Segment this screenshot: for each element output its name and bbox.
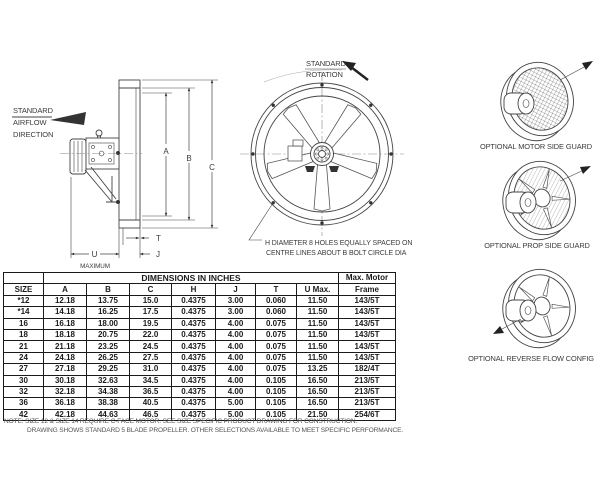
cell-h: 0.4375 xyxy=(172,307,216,318)
cell-a: 32.18 xyxy=(44,386,87,397)
cell-size: 42 xyxy=(4,409,44,420)
cell-c: 17.5 xyxy=(130,307,172,318)
cell-c: 40.5 xyxy=(130,398,172,409)
table-row xyxy=(4,341,396,352)
airflow-label-line3: DIRECTION xyxy=(13,130,54,139)
header-empty-cell xyxy=(4,273,44,284)
option-label-motor-side-guard: OPTIONAL MOTOR SIDE GUARD xyxy=(479,142,593,151)
cell-frame: 254/6T xyxy=(339,409,396,420)
cell-h: 0.4375 xyxy=(172,329,216,340)
cell-t: 0.075 xyxy=(256,318,297,329)
cell-c: 24.5 xyxy=(130,341,172,352)
cell-b: 32.63 xyxy=(87,375,130,386)
dimensions-table-body xyxy=(4,295,396,420)
cell-u: 11.50 xyxy=(297,318,339,329)
cell-h: 0.4375 xyxy=(172,364,216,375)
standard-rotation-annotation xyxy=(264,59,368,82)
cell-t: 0.105 xyxy=(256,375,297,386)
header-motor-line1: Max. Motor xyxy=(339,273,396,284)
cell-c: 15.0 xyxy=(130,295,172,306)
cell-frame: 143/5T xyxy=(339,352,396,363)
cell-t: 0.075 xyxy=(256,341,297,352)
dimension-j xyxy=(140,250,160,259)
table-row xyxy=(4,398,396,409)
cell-u: 13.25 xyxy=(297,364,339,375)
motor-side-view xyxy=(70,138,120,204)
cell-size: 18 xyxy=(4,329,44,340)
cell-j: 4.00 xyxy=(216,352,256,363)
dimension-c xyxy=(142,80,218,228)
cell-h: 0.4375 xyxy=(172,398,216,409)
cell-frame: 143/5T xyxy=(339,295,396,306)
cell-t: 0.060 xyxy=(256,295,297,306)
cell-size: 24 xyxy=(4,352,44,363)
rotation-label-line2: ROTATION xyxy=(306,70,343,79)
cell-u: 11.50 xyxy=(297,329,339,340)
cell-size: 36 xyxy=(4,398,44,409)
cell-t: 0.060 xyxy=(256,307,297,318)
dim-label-u: U xyxy=(91,250,98,259)
dimensions-table-container xyxy=(3,272,396,421)
cell-h: 0.4375 xyxy=(172,352,216,363)
cell-frame: 143/5T xyxy=(339,318,396,329)
cell-a: 42.18 xyxy=(44,409,87,420)
cell-a: 18.18 xyxy=(44,329,87,340)
footnote-line2: DRAWING SHOWS STANDARD 5 BLADE PROPELLER. OTHER SELECTIONS AVAILABLE TO MEET SPECIFIC PERFORMANCE. xyxy=(27,426,404,434)
fan-hub xyxy=(311,143,334,166)
cell-frame: 213/5T xyxy=(339,398,396,409)
cell-a: 36.18 xyxy=(44,398,87,409)
cell-size: 16 xyxy=(4,318,44,329)
cell-size: 30 xyxy=(4,375,44,386)
cell-j: 4.00 xyxy=(216,386,256,397)
cell-a: 21.18 xyxy=(44,341,87,352)
cell-h: 0.4375 xyxy=(172,295,216,306)
dim-label-c: C xyxy=(209,163,215,172)
cell-b: 16.25 xyxy=(87,307,130,318)
header-c: C xyxy=(130,284,172,295)
airflow-direction-arrow xyxy=(50,112,86,125)
cell-a: 14.18 xyxy=(44,307,87,318)
cell-size: 27 xyxy=(4,364,44,375)
cell-b: 29.25 xyxy=(87,364,130,375)
cell-u: 11.50 xyxy=(297,295,339,306)
cell-c: 19.5 xyxy=(130,318,172,329)
cell-c: 22.0 xyxy=(130,329,172,340)
dimension-t xyxy=(126,234,161,243)
cell-c: 46.5 xyxy=(130,409,172,420)
cell-j: 3.00 xyxy=(216,295,256,306)
airflow-arrow-2 xyxy=(580,166,591,174)
cell-b: 38.38 xyxy=(87,398,130,409)
option-prop-side-guard xyxy=(484,153,591,250)
footnote-line1: NOTE: SIZE 12 & SIZE 14 REQUIRE C-FACE MOTOR. SEE SIZE SPECIFIC PRODUCT DRAWING FOR CONSTRUCTION. xyxy=(4,418,358,425)
cell-a: 12.18 xyxy=(44,295,87,306)
table-row xyxy=(4,386,396,397)
cell-b: 44.63 xyxy=(87,409,130,420)
cell-size: *14 xyxy=(4,307,44,318)
cell-h: 0.4375 xyxy=(172,375,216,386)
dimension-a xyxy=(142,93,172,216)
table-row xyxy=(4,364,396,375)
airflow-label-line2: AIRFLOW xyxy=(13,118,47,127)
cell-a: 30.18 xyxy=(44,375,87,386)
dim-label-b: B xyxy=(186,154,192,163)
cell-size: 21 xyxy=(4,341,44,352)
cell-frame: 143/5T xyxy=(339,329,396,340)
header-motor-line2: Frame xyxy=(339,284,396,295)
table-row xyxy=(4,318,396,329)
cell-u: 11.50 xyxy=(297,307,339,318)
table-header-row-1 xyxy=(4,273,396,284)
cell-j: 4.00 xyxy=(216,329,256,340)
dim-label-j: J xyxy=(156,250,160,259)
motor-cylinder xyxy=(506,192,536,213)
cell-t: 0.105 xyxy=(256,386,297,397)
cell-size: 32 xyxy=(4,386,44,397)
cell-a: 16.18 xyxy=(44,318,87,329)
cell-u: 11.50 xyxy=(297,352,339,363)
cell-a: 24.18 xyxy=(44,352,87,363)
table-row xyxy=(4,307,396,318)
cell-b: 34.38 xyxy=(87,386,130,397)
cell-t: 0.105 xyxy=(256,409,297,420)
maximum-label: MAXIMUM xyxy=(80,263,110,270)
cell-u: 16.50 xyxy=(297,398,339,409)
cell-c: 31.0 xyxy=(130,364,172,375)
table-title: DIMENSIONS IN INCHES xyxy=(44,273,339,284)
airflow-label-line1: STANDARD xyxy=(13,106,53,115)
dim-label-a: A xyxy=(163,147,169,156)
cell-b: 26.25 xyxy=(87,352,130,363)
cell-t: 0.105 xyxy=(256,398,297,409)
header-u-max: U Max. xyxy=(297,284,339,295)
cell-t: 0.075 xyxy=(256,364,297,375)
header-h: H xyxy=(172,284,216,295)
header-j: J xyxy=(216,284,256,295)
cell-j: 5.00 xyxy=(216,398,256,409)
cell-frame: 213/5T xyxy=(339,375,396,386)
dim-label-t: T xyxy=(156,234,161,243)
cell-u: 21.50 xyxy=(297,409,339,420)
cell-u: 16.50 xyxy=(297,386,339,397)
cell-c: 27.5 xyxy=(130,352,172,363)
cell-frame: 213/5T xyxy=(339,386,396,397)
cell-frame: 182/4T xyxy=(339,364,396,375)
table-header-row-2 xyxy=(4,284,396,295)
cell-j: 4.00 xyxy=(216,375,256,386)
cell-a: 27.18 xyxy=(44,364,87,375)
cell-j: 3.00 xyxy=(216,307,256,318)
cell-c: 34.5 xyxy=(130,375,172,386)
dimensions-table xyxy=(3,272,396,421)
header-t: T xyxy=(256,284,297,295)
cell-j: 4.00 xyxy=(216,318,256,329)
airflow-arrow-3 xyxy=(493,326,504,334)
option-motor-side-guard xyxy=(480,54,593,151)
cell-j: 4.00 xyxy=(216,364,256,375)
cell-t: 0.075 xyxy=(256,329,297,340)
side-view-drawing xyxy=(12,80,218,270)
table-row xyxy=(4,295,396,306)
footnotes xyxy=(4,418,404,435)
hole-note-line2: CENTRE LINES ABOUT B BOLT CIRCLE DIA xyxy=(266,250,407,257)
cell-b: 23.25 xyxy=(87,341,130,352)
front-view-drawing xyxy=(240,59,412,257)
cell-h: 0.4375 xyxy=(172,409,216,420)
header-a: A xyxy=(44,284,87,295)
cell-frame: 143/5T xyxy=(339,307,396,318)
cell-j: 4.00 xyxy=(216,341,256,352)
cell-h: 0.4375 xyxy=(172,318,216,329)
cell-b: 20.75 xyxy=(87,329,130,340)
motor-cylinder xyxy=(504,93,534,114)
hole-note-line1: H DIAMETER 8 HOLES EQUALLY SPACED ON xyxy=(265,240,413,247)
option-label-reverse-flow: OPTIONAL REVERSE FLOW CONFIG xyxy=(468,354,594,363)
cell-frame: 143/5T xyxy=(339,341,396,352)
cell-h: 0.4375 xyxy=(172,341,216,352)
cell-h: 0.4375 xyxy=(172,386,216,397)
cell-u: 16.50 xyxy=(297,375,339,386)
table-row xyxy=(4,352,396,363)
cell-size: *12 xyxy=(4,295,44,306)
option-reverse-flow-config xyxy=(468,261,594,363)
option-label-prop-side-guard: OPTIONAL PROP SIDE GUARD xyxy=(484,241,590,250)
cell-b: 18.00 xyxy=(87,318,130,329)
motor-cylinder xyxy=(506,300,536,321)
rotation-arrow xyxy=(351,67,368,80)
header-b: B xyxy=(87,284,130,295)
airflow-arrow-1 xyxy=(582,61,593,70)
cell-t: 0.075 xyxy=(256,352,297,363)
header-size: SIZE xyxy=(4,284,44,295)
rotation-label-line1: STANDARD xyxy=(306,59,346,68)
cell-j: 5.00 xyxy=(216,409,256,420)
cell-b: 13.75 xyxy=(87,295,130,306)
cell-u: 11.50 xyxy=(297,341,339,352)
table-row xyxy=(4,375,396,386)
table-row xyxy=(4,329,396,340)
cell-c: 36.5 xyxy=(130,386,172,397)
